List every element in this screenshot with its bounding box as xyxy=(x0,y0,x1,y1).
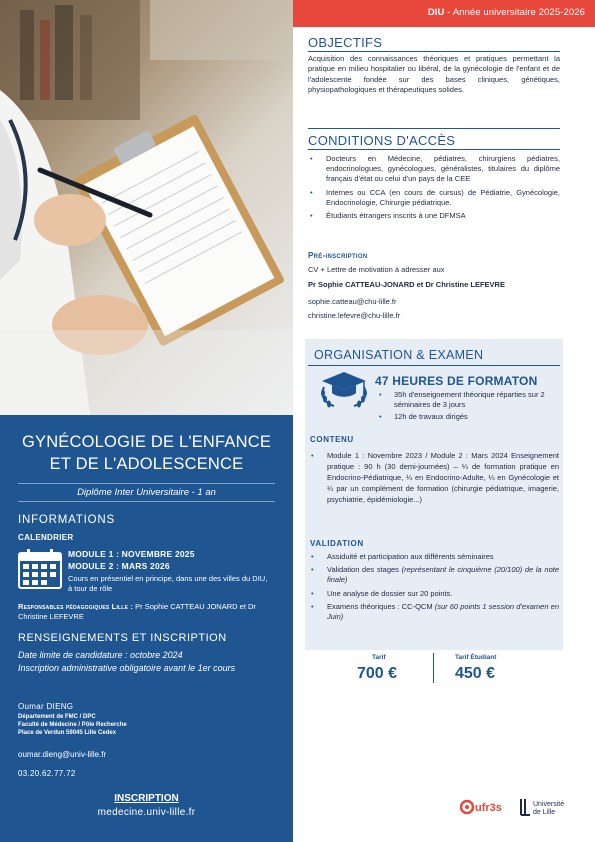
calendar-icon xyxy=(18,549,62,589)
tarif-value: 700 € xyxy=(357,665,398,682)
info-panel xyxy=(0,415,293,842)
validation-item: • Examens théoriques : CC-QCM (sur 60 points 1 session d'examen en Juin) xyxy=(309,602,559,622)
contenu-heading: CONTENU xyxy=(310,435,354,444)
hours-item: • 12h de travaux dirigés xyxy=(375,412,560,422)
program-title-line2: ET DE L'ADOLESCENCE xyxy=(49,455,244,473)
module2-date: MODULE 2 : MARS 2026 xyxy=(68,561,170,571)
ul-logo-line1: Université xyxy=(533,801,565,808)
calendrier-heading: CALENDRIER xyxy=(18,533,74,542)
preinscription-recipients: Pr Sophie CATTEAU-JONARD et Dr Christine LEFEVRE xyxy=(308,280,505,289)
validation-list xyxy=(309,552,559,622)
responsables-names: Pr Sophie CATTEAU JONARD et Dr Christine LEFEVRE xyxy=(18,602,256,621)
hours-heading: 47 HEURES DE FORMATON xyxy=(375,374,538,388)
diu-label: DIU xyxy=(427,7,445,18)
contact-name: Oumar DIENG xyxy=(18,702,74,711)
tarif-etudiant-value: 450 € xyxy=(455,665,496,682)
module1-date: MODULE 1 : NOVEMBRE 2025 xyxy=(68,549,195,559)
subtitle-divider xyxy=(18,501,275,502)
admin-inscription-text: Inscription administrative obligatoire avant le 1er cours xyxy=(18,663,236,673)
contact-dept: Département de FMC / DPC xyxy=(18,714,96,720)
responsables-label: Responsables pédagogiques Lille : xyxy=(18,602,134,611)
program-title xyxy=(0,431,293,475)
informations-heading: INFORMATIONS xyxy=(18,514,115,526)
preinscription-heading: Pré-inscription xyxy=(308,251,368,260)
hours-list xyxy=(375,390,560,423)
inscription-link[interactable]: INSCRIPTION xyxy=(114,793,179,804)
program-title-line1: GYNÉCOLOGIE DE L'ENFANCE xyxy=(21,433,272,451)
graduation-cap-icon xyxy=(318,369,370,409)
validation-item: • Validation des stages (représentant le cinquième (20/100) de la note finale) xyxy=(309,565,559,585)
contact-faculty: Faculté de Médecine / Pôle Recherche xyxy=(18,722,127,728)
contact-email[interactable]: oumar.dieng@univ-lille.fr xyxy=(18,750,107,759)
doctor-clipboard-photo xyxy=(0,0,293,415)
deadline-text: Date limite de candidature : octobre 2024 xyxy=(18,650,183,660)
conditions-heading: CONDITIONS D'ACCÈS xyxy=(308,133,456,148)
conditions-rule xyxy=(308,149,560,150)
organisation-heading: ORGANISATION & EXAMEN xyxy=(314,348,484,362)
universite-lille-logo xyxy=(519,797,571,817)
academic-year-bar xyxy=(293,0,595,27)
condition-item: • Étudiants étrangers inscrits à une DFMSA xyxy=(308,211,560,221)
tarif-divider xyxy=(433,653,434,683)
preinscription-email-2[interactable]: christine.lefevre@chu-lille.fr xyxy=(308,311,401,320)
objectifs-text: Acquisition des connaissances théoriques et pratiques permettant la pratique en milieu hospitalier ou libéral, de la gynécologie de l'enfant et de l'adolescente fondée sur des bases cliniques, génétiques, physiopathologiques et thérapeutiques solides. xyxy=(308,54,560,95)
objectifs-bottom-rule xyxy=(308,128,560,129)
preinscription-text: CV + Lettre de motivation à adresser aux xyxy=(308,265,445,274)
contact-address: Place de Verdun 59045 Lille Cedex xyxy=(18,730,117,736)
contenu-item: • Module 1 : Novembre 2023 / Module 2 : Mars 2024 Enseignement pratique : 90 h (30 demi-journées) – ¼ de formation pratique en Endocrino-Pédiatrique, ¼ en Endocrino-Adulte, ¼ en Gynécologie et ¼ par un complément de formation (chirurgie pédiatrique, imagerie, psychiatrie, épidémiologie...) xyxy=(309,450,559,505)
objectifs-rule xyxy=(308,51,560,52)
renseignements-heading: RENSEIGNEMENTS ET INSCRIPTION xyxy=(18,632,227,644)
contact-phone: 03.20.62.77.72 xyxy=(18,769,76,778)
tarif-label: Tarif xyxy=(372,654,386,661)
conditions-list xyxy=(308,154,560,221)
ufr3s-logo-text: ufr3s xyxy=(475,802,502,814)
hours-item: • 35h d'enseignement théorique réparties sur 2 séminaires de 3 jours xyxy=(375,390,560,410)
ul-logo-line2: de Lille xyxy=(533,809,556,816)
validation-item: • Assiduité et participation aux différents séminaires xyxy=(309,552,559,562)
year-label: - Année universitaire 2025-2026 xyxy=(444,7,585,18)
left-column xyxy=(0,0,293,842)
calendar-note: Cours en présentiel en principe, dans une des villes du DIU, à tour de rôle xyxy=(68,574,268,593)
organisation-rule xyxy=(308,365,560,366)
contenu-list xyxy=(309,450,559,505)
condition-item: • Docteurs en Médecine, pédiatres, chirurgiens pédiatres, endocrinologues, gynécologues, généralistes, titulaires du diplôme français d'état ou celui d'un pays de la CEE xyxy=(308,154,560,185)
objectifs-heading: OBJECTIFS xyxy=(308,35,383,50)
website-url[interactable]: medecine.univ-lille.fr xyxy=(97,807,196,818)
ufr3s-logo xyxy=(460,797,508,817)
preinscription-email-1[interactable]: sophie.catteau@chu-lille.fr xyxy=(308,297,397,306)
tarif-etudiant-label: Tarif Étudiant xyxy=(455,654,497,661)
responsables xyxy=(18,602,273,622)
validation-heading: VALIDATION xyxy=(310,539,364,548)
diploma-subtitle: Diplôme Inter Universitaire - 1 an xyxy=(18,483,275,498)
condition-item: • Internes ou CCA (en cours de cursus) de Pédiatrie, Gynécologie, Endocrinologie, Chirurgie pédiatrique. xyxy=(308,188,560,208)
validation-item: • Une analyse de dossier sur 20 points. xyxy=(309,589,559,599)
